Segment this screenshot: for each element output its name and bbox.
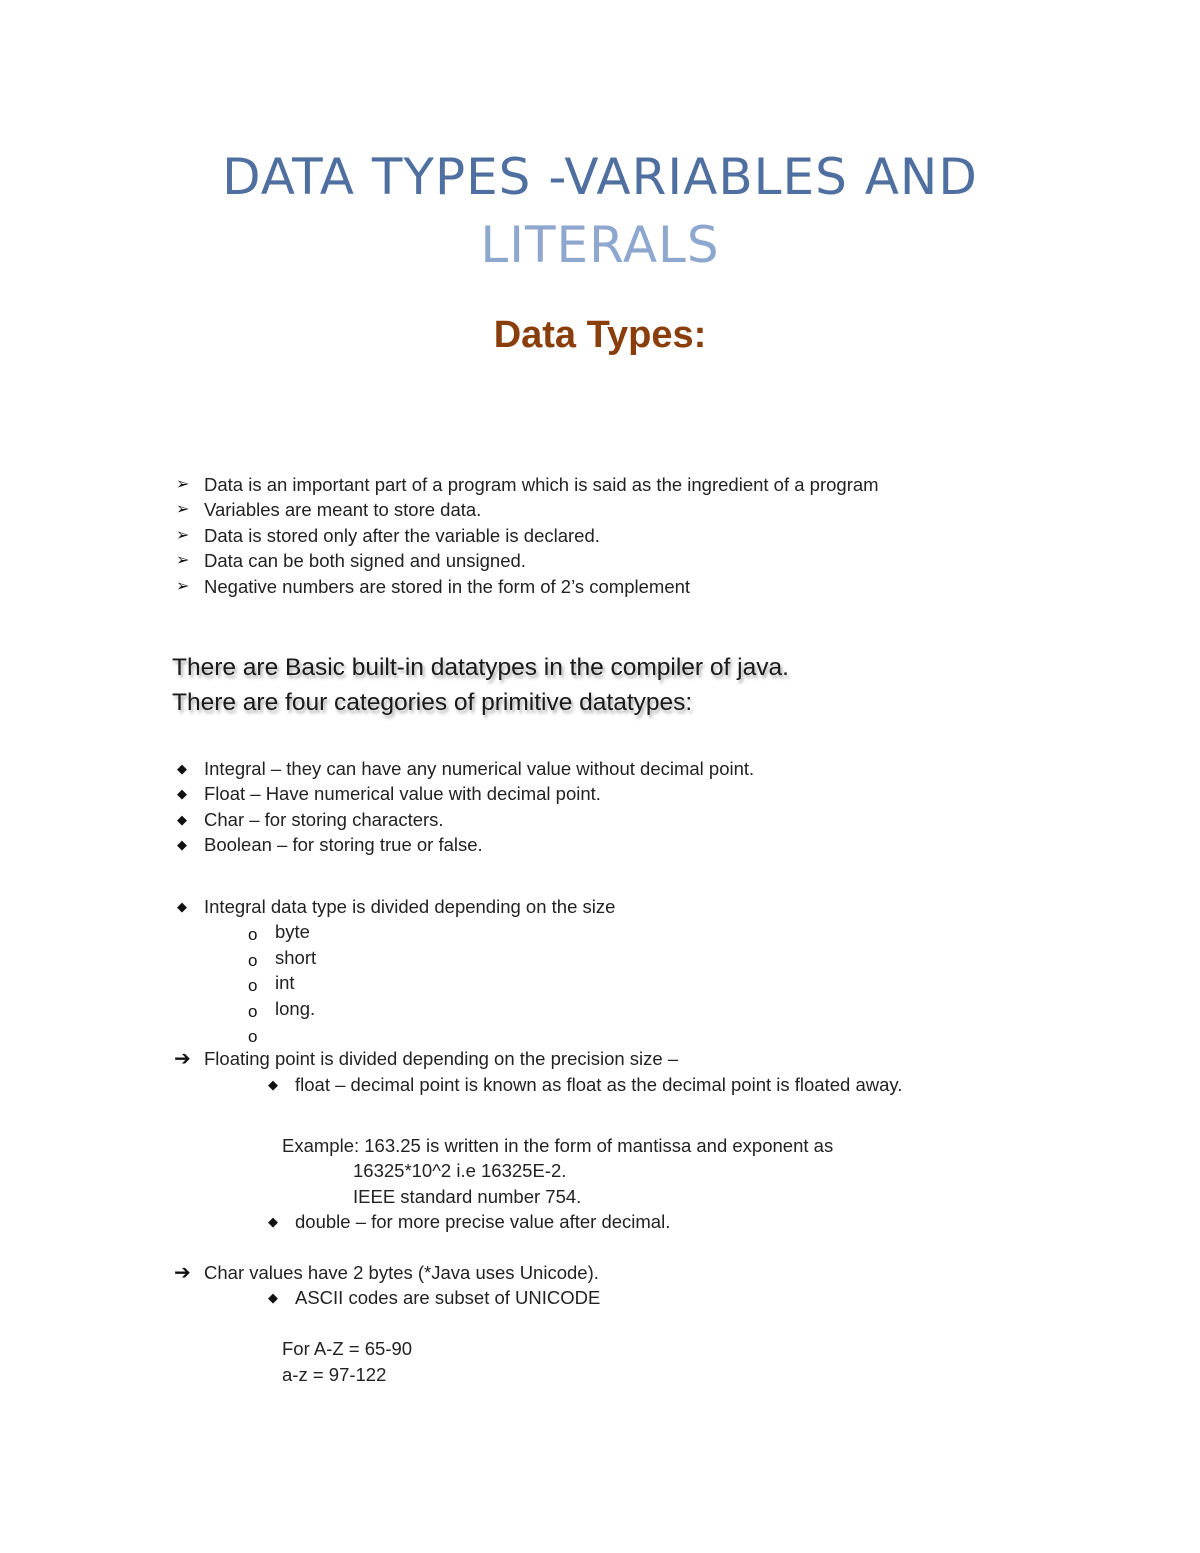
diamond-bullet-icon: ◆ (177, 899, 187, 914)
primitive-categories-line: There are four categories of primitive datatypes: (172, 689, 693, 716)
intro-bullet-5: Negative numbers are stored in the form of 2’s complement (204, 576, 691, 597)
example-line-2: 16325*10^2 i.e 16325E-2. (353, 1160, 567, 1181)
intro-bullet-3: Data is stored only after the variable is declared. (204, 525, 600, 546)
circle-bullet-icon: o (248, 1002, 258, 1021)
category-float: Float – Have numerical value with decimal point. (204, 783, 601, 804)
circle-bullet-icon: o (248, 1027, 258, 1046)
double-item: double – for more precise value after decimal. (295, 1211, 671, 1232)
circle-bullet-icon: o (248, 951, 258, 970)
example-line-1: Example: 163.25 is written in the form of mantissa and exponent as (282, 1135, 834, 1156)
float-item: float – decimal point is known as float as the decimal point is floated away. (295, 1074, 903, 1095)
char-values-label: Char values have 2 bytes (*Java uses Unicode). (204, 1262, 599, 1283)
document-title-line-1: DATA TYPES -VARIABLES AND (222, 148, 978, 206)
arrowhead-bullet-icon: ➢ (176, 501, 190, 518)
integral-item-int: int (275, 972, 295, 993)
intro-bullet-1: Data is an important part of a program which is said as the ingredient of a program (204, 474, 879, 495)
category-boolean: Boolean – for storing true or false. (204, 834, 483, 855)
ascii-range-lowercase: a-z = 97-122 (282, 1364, 387, 1385)
document-title-line-2: LITERALS (480, 216, 720, 274)
circle-bullet-icon: o (248, 976, 258, 995)
diamond-bullet-icon: ◆ (177, 837, 187, 852)
arrowhead-bullet-icon: ➢ (176, 552, 190, 569)
diamond-bullet-icon: ◆ (268, 1290, 278, 1305)
diamond-bullet-icon: ◆ (177, 812, 187, 827)
diamond-bullet-icon: ◆ (268, 1077, 278, 1092)
arrowhead-bullet-icon: ➢ (176, 476, 190, 493)
ascii-item: ASCII codes are subset of UNICODE (295, 1287, 601, 1308)
section-heading: Data Types: (493, 314, 707, 356)
integral-size-label: Integral data type is divided depending on the size (204, 896, 616, 917)
arrow-bullet-icon: ➔ (174, 1262, 191, 1284)
intro-bullet-2: Variables are meant to store data. (204, 499, 482, 520)
example-line-3: IEEE standard number 754. (353, 1186, 582, 1207)
integral-item-long: long. (275, 998, 316, 1019)
category-char: Char – for storing characters. (204, 809, 444, 830)
floating-point-label: Floating point is divided depending on the precision size – (204, 1048, 679, 1069)
circle-bullet-icon: o (248, 925, 258, 944)
intro-bullet-4: Data can be both signed and unsigned. (204, 550, 526, 571)
integral-item-byte: byte (275, 921, 310, 942)
diamond-bullet-icon: ◆ (177, 761, 187, 776)
arrowhead-bullet-icon: ➢ (176, 527, 190, 544)
arrow-bullet-icon: ➔ (174, 1048, 191, 1070)
diamond-bullet-icon: ◆ (177, 786, 187, 801)
builtin-datatypes-line: There are Basic built-in datatypes in the compiler of java. (172, 654, 789, 681)
arrowhead-bullet-icon: ➢ (176, 578, 190, 595)
ascii-range-uppercase: For A-Z = 65-90 (282, 1338, 413, 1359)
integral-item-short: short (275, 947, 317, 968)
diamond-bullet-icon: ◆ (268, 1214, 278, 1229)
category-integral: Integral – they can have any numerical value without decimal point. (204, 758, 755, 779)
